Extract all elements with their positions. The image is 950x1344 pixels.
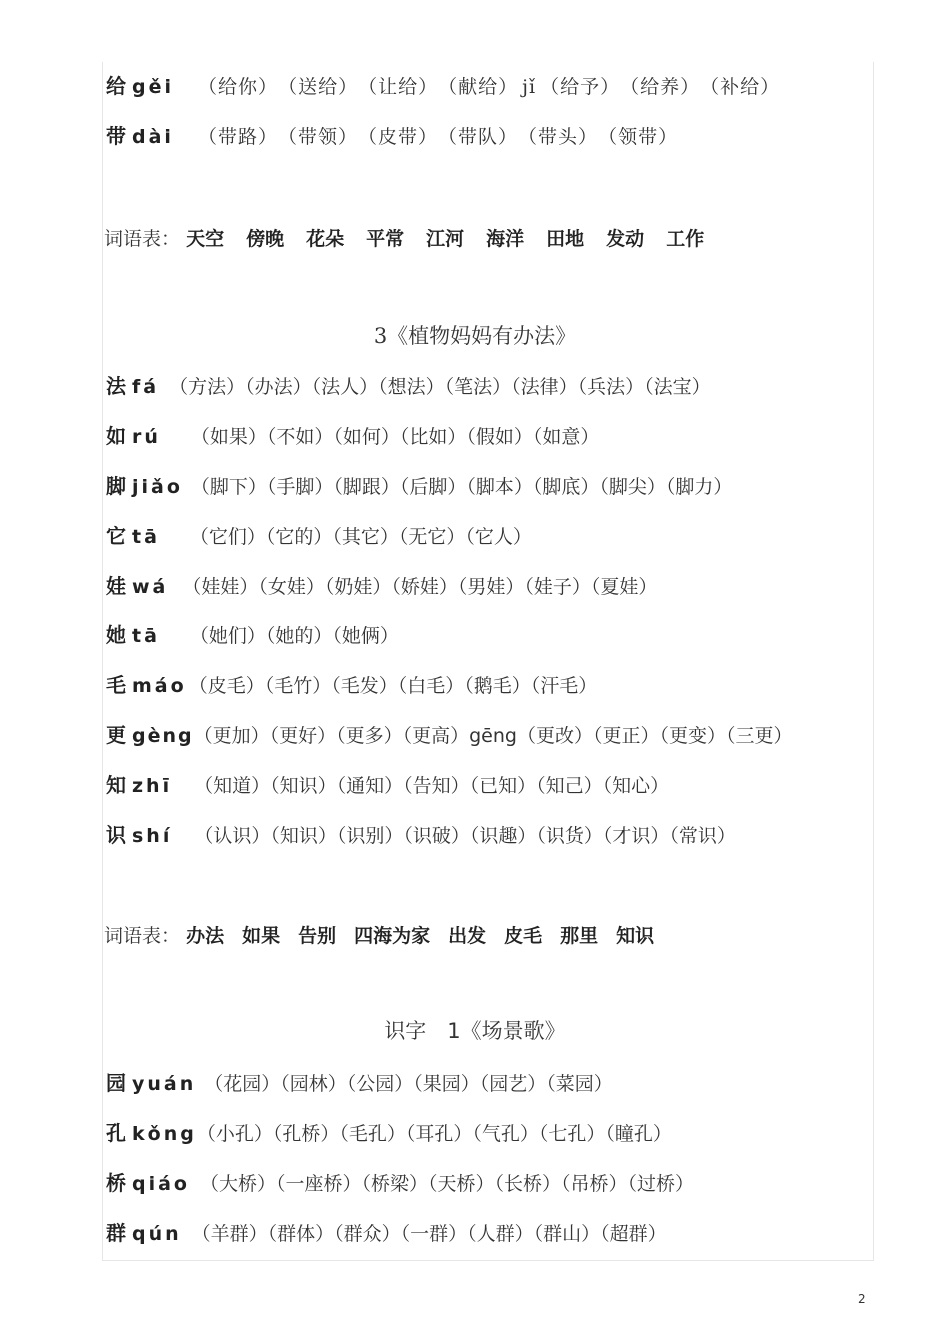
entry-pinyin: máo xyxy=(132,675,187,697)
word: （补给） xyxy=(700,76,781,98)
entry-pinyin: qún xyxy=(132,1223,182,1245)
vocab-word: 发动 xyxy=(606,228,645,250)
entry-words: （大桥）（一座桥）（桥梁）（天桥）（长桥）（吊桥）（过桥） xyxy=(200,1173,695,1195)
section-title-3: 识字 1《场景歌》 xyxy=(384,1019,566,1043)
entry-row xyxy=(106,422,599,451)
entry-pinyin: tā xyxy=(132,625,160,647)
entry-pinyin: tā xyxy=(132,526,160,548)
vocab-word: 皮毛 xyxy=(504,925,543,947)
entry-words: （它们）（它的）（其它）（无它）（它人） xyxy=(189,526,532,548)
word: （皮带） xyxy=(358,126,439,148)
entry-pinyin: rú xyxy=(132,426,161,448)
entry-row xyxy=(106,821,736,850)
vocab-list-2 xyxy=(104,921,672,948)
entry-char: 脚 xyxy=(106,474,126,498)
vocab-word: 田地 xyxy=(546,228,585,250)
entry-words: （更加）（更好）（更多）（更高）gēng（更改）（更正）（更变）（三更） xyxy=(193,725,793,747)
entry-pinyin: shí xyxy=(132,825,173,847)
entry-char: 群 xyxy=(106,1221,126,1245)
vocab-word: 知识 xyxy=(616,925,655,947)
entry-words: （她们）（她的）（她俩） xyxy=(189,625,399,647)
entry-row xyxy=(106,372,711,401)
entry-pinyin: wá xyxy=(132,576,169,598)
vocab-list-1 xyxy=(104,224,726,251)
entry-words: （如果）（不如）（如何）（比如）（假如）（如意） xyxy=(190,426,600,448)
entry-char: 孔 xyxy=(106,1121,126,1145)
entry-pinyin: fá xyxy=(132,376,160,398)
entry-pinyin: gèng xyxy=(132,725,194,747)
entry-char: 它 xyxy=(106,524,126,548)
vocab-word: 四海为家 xyxy=(354,925,431,947)
entry-words xyxy=(198,73,780,101)
entry-pinyin: gěi xyxy=(132,76,174,98)
entry-row xyxy=(106,522,532,551)
entry-words: （羊群）（群体）（群众）（一群）（人群）（群山）（超群） xyxy=(191,1223,667,1245)
vocab-word: 天空 xyxy=(186,228,225,250)
vocab-word: 办法 xyxy=(186,925,225,947)
entry-pinyin: kǒng xyxy=(132,1123,197,1145)
entry-row xyxy=(106,1169,694,1198)
entry-words: （知道）（知识）（通知）（告知）（已知）（知己）（知心） xyxy=(194,775,670,797)
entry-pinyin: qiáo xyxy=(132,1173,190,1195)
entry-words: （小孔）（孔桥）（毛孔）（耳孔）（气孔）（七孔）（瞳孔） xyxy=(196,1123,672,1145)
word: （带队） xyxy=(438,126,519,148)
entry-row xyxy=(106,1119,672,1148)
entry-char: 娃 xyxy=(106,574,126,598)
entry-words: （娃娃）（女娃）（奶娃）（娇娃）（男娃）（娃子）（夏娃） xyxy=(182,576,658,598)
entry-char: 园 xyxy=(106,1071,126,1095)
entry-pinyin: dài xyxy=(132,126,174,148)
entry-char: 识 xyxy=(106,823,126,847)
vocab-word: 海洋 xyxy=(486,228,525,250)
entry-char: 给 xyxy=(106,74,126,98)
entry-row xyxy=(106,721,792,750)
word: （给养） xyxy=(620,76,701,98)
alt-pinyin: jǐ xyxy=(522,76,537,98)
entry-pinyin: zhī xyxy=(132,775,173,797)
entry-row xyxy=(106,572,657,601)
word: （带路） xyxy=(197,126,278,148)
vocab-word: 花朵 xyxy=(306,228,345,250)
vocab-word: 工作 xyxy=(666,228,705,250)
entry-row-gei xyxy=(106,72,780,101)
word: （给你） xyxy=(198,76,279,98)
vocab-word: 如果 xyxy=(242,925,281,947)
entry-char: 法 xyxy=(106,374,126,398)
word: （给予） xyxy=(540,76,621,98)
entry-row xyxy=(106,1069,613,1098)
entry-char: 她 xyxy=(106,623,126,647)
word: （领带） xyxy=(598,126,679,148)
entry-char: 更 xyxy=(106,723,126,747)
word: （献给） xyxy=(438,76,519,98)
vocab-label: 词语表： xyxy=(104,228,181,250)
entry-words: （皮毛）（毛竹）（毛发）（白毛）（鹅毛）（汗毛） xyxy=(188,675,598,697)
vocab-word: 那里 xyxy=(560,925,599,947)
vocab-word: 江河 xyxy=(426,228,465,250)
vocab-word: 出发 xyxy=(448,925,487,947)
entry-words: （花园）（园林）（公园）（果园）（园艺）（菜园） xyxy=(204,1073,613,1095)
entry-char: 如 xyxy=(106,424,126,448)
word: （带头） xyxy=(518,126,599,148)
entry-pinyin: jiǎo xyxy=(132,476,183,498)
entry-words: （脚下）（手脚）（脚跟）（后脚）（脚本）（脚底）（脚尖）（脚力） xyxy=(190,476,733,498)
entry-char: 桥 xyxy=(106,1171,126,1195)
word: （带领） xyxy=(278,126,359,148)
entry-row-dai xyxy=(106,122,678,151)
entry-row xyxy=(106,621,399,650)
entry-row xyxy=(106,472,732,501)
word: （让给） xyxy=(358,76,439,98)
vocab-word: 傍晚 xyxy=(246,228,285,250)
vocab-word: 平常 xyxy=(366,228,405,250)
entry-words: （认识）（知识）（识别）（识破）（识趣）（识货）（才识）（常识） xyxy=(194,825,736,847)
entry-row xyxy=(106,1219,667,1248)
entry-char: 知 xyxy=(106,773,126,797)
vocab-label: 词语表： xyxy=(104,925,181,947)
entry-pinyin: yuán xyxy=(132,1073,197,1095)
entry-row xyxy=(106,671,597,700)
entry-char: 带 xyxy=(106,124,126,148)
entry-words: （方法）（办法）（法人）（想法）（笔法）（法律）（兵法）（法宝） xyxy=(169,376,711,398)
entry-words xyxy=(198,123,678,151)
vocab-word: 告别 xyxy=(298,925,337,947)
word: （送给） xyxy=(278,76,359,98)
section-title-2: 3《植物妈妈有办法》 xyxy=(373,324,577,348)
entry-row xyxy=(106,771,669,800)
entry-char: 毛 xyxy=(106,673,126,697)
page-number: 2 xyxy=(858,1292,866,1306)
